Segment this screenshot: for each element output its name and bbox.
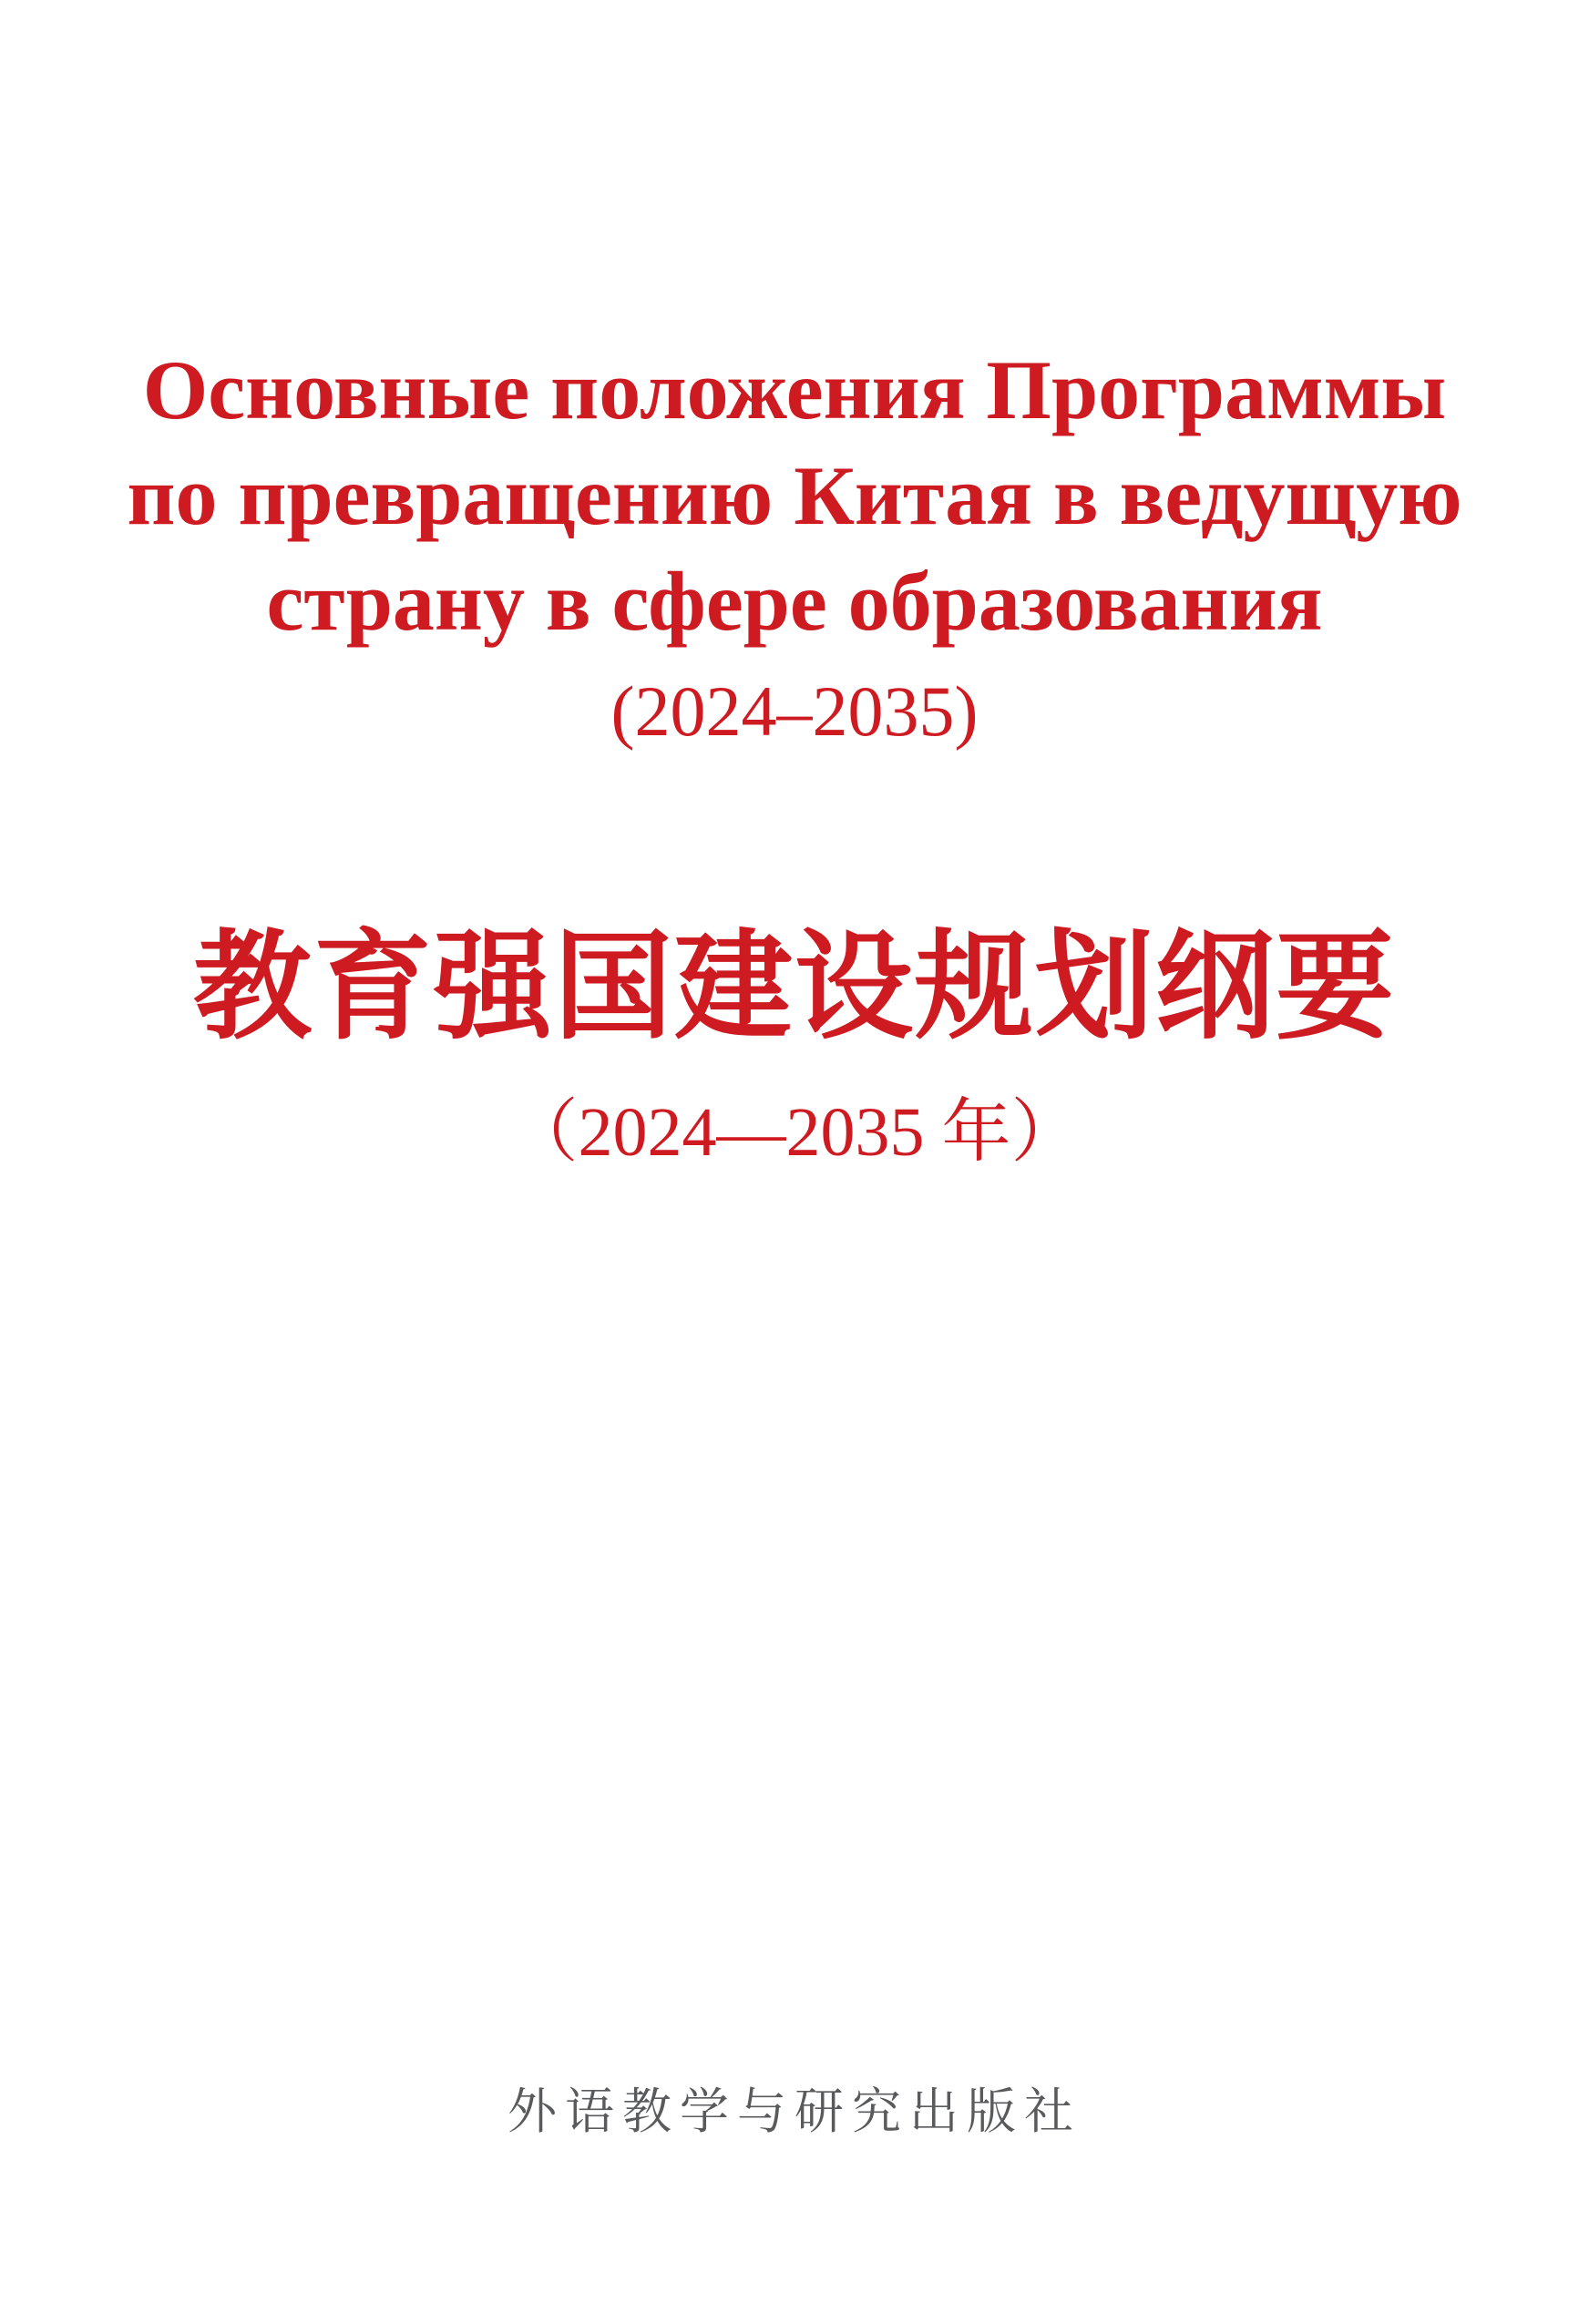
russian-title-line-1: Основные положения Программы	[142, 343, 1447, 436]
chinese-title: 教育强国建设规划纲要	[192, 923, 1396, 1054]
russian-title-line-2: по превращению Китая в ведущую	[127, 449, 1462, 542]
chinese-title-block	[0, 916, 1589, 1178]
russian-title-line-3: страну в сфере образования	[266, 555, 1323, 648]
russian-title-years: (2024–2035)	[610, 671, 979, 751]
publisher-imprint: 外语教学与研究出版社	[507, 2084, 1082, 2139]
chinese-title-years: （2024—2035 年）	[508, 1094, 1081, 1171]
russian-title-block	[0, 337, 1589, 762]
